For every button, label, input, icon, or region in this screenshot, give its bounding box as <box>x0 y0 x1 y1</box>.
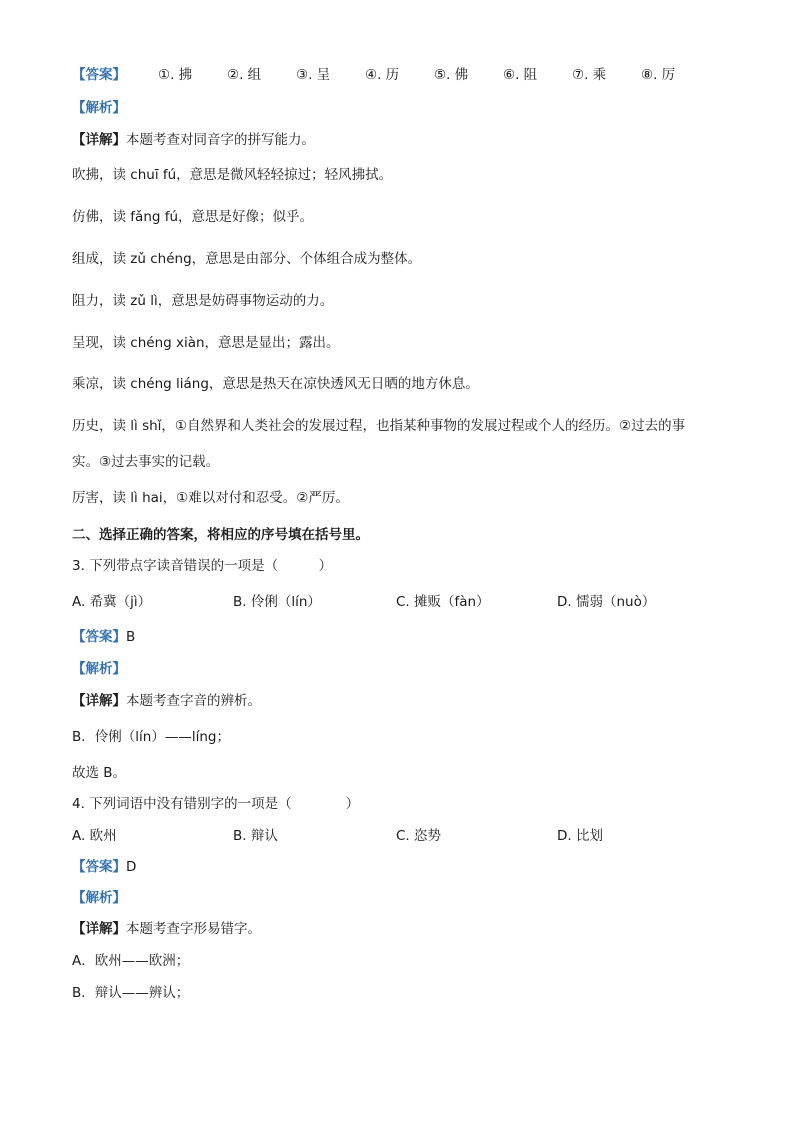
explanation-line: A．欧州——欧洲； <box>72 953 190 969</box>
answer-item: ⑤. 佛 <box>434 67 469 83</box>
option-d: D. 懦弱（nuò） <box>557 594 656 610</box>
explanation-line: 仿佛，读 fǎng fú，意思是好像；似乎。 <box>72 209 314 225</box>
option-a: A. 欧州 <box>72 828 117 844</box>
analysis-tag: 【解析】 <box>72 890 126 906</box>
detail-line <box>72 920 261 938</box>
explanation-line: 厉害，读 lì hai，①难以对付和忍受。②严厉。 <box>72 490 349 506</box>
explanation-line: 乘凉，读 chéng liáng，意思是热天在凉快透风无日晒的地方休息。 <box>72 376 479 392</box>
option-a: A. 希冀（jì） <box>72 594 152 610</box>
detail-text: 本题考查字形易错字。 <box>126 921 261 937</box>
explanation-line: B．辩认——辨认； <box>72 985 190 1001</box>
answer-item: ⑦. 乘 <box>572 67 607 83</box>
option-c: C. 摊贩（fàn） <box>396 594 490 610</box>
answer-item: ⑥. 阻 <box>503 67 538 83</box>
option-d: D. 比划 <box>557 828 603 844</box>
analysis-tag: 【解析】 <box>72 661 126 677</box>
option-b: B. 伶俐（lín） <box>233 594 321 610</box>
explanation-line: 故选 B。 <box>72 765 127 781</box>
explanation-line: 呈现，读 chéng xiàn，意思是显出；露出。 <box>72 335 340 351</box>
explanation-line: 历史，读 lì shǐ，①自然界和人类社会的发展过程，也指某种事物的发展过程或个人的经历。②过去的事 <box>72 418 686 434</box>
answer-line <box>72 628 135 646</box>
detail-tag: 【详解】 <box>72 132 126 148</box>
explanation-line: 实。③过去事实的记载。 <box>72 454 220 470</box>
answer-item: ②. 组 <box>227 67 262 83</box>
detail-tag: 【详解】 <box>72 921 126 937</box>
explanation-line: B．伶俐（lín）——líng； <box>72 729 230 745</box>
answer-item: ④. 历 <box>365 67 400 83</box>
detail-text: 本题考查对同音字的拼写能力。 <box>126 132 315 148</box>
answer-tag: 【答案】 <box>72 859 126 875</box>
question-stem: 3. 下列带点字读音错误的一项是（ ） <box>72 558 333 574</box>
option-b: B. 辩认 <box>233 828 278 844</box>
answer-item: ⑧. 厉 <box>641 67 676 83</box>
detail-line <box>72 131 315 149</box>
answer-line <box>72 858 136 876</box>
answer-item: ③. 呈 <box>296 67 331 83</box>
answer-item: ①. 拂 <box>158 67 193 83</box>
option-c: C. 恣势 <box>396 828 442 844</box>
explanation-line: 组成，读 zǔ chéng，意思是由部分、个体组合成为整体。 <box>72 251 422 267</box>
analysis-tag: 【解析】 <box>72 100 126 116</box>
question-stem: 4. 下列词语中没有错别字的一项是（ ） <box>72 796 360 812</box>
answer-value: D <box>126 859 137 875</box>
explanation-line: 吹拂，读 chuī fú，意思是微风轻轻掠过；轻风拂拭。 <box>72 167 393 183</box>
detail-text: 本题考查字音的辨析。 <box>126 693 261 709</box>
explanation-line: 阻力，读 zǔ lì，意思是妨碍事物运动的力。 <box>72 293 334 309</box>
answer-value: B <box>126 629 136 645</box>
detail-tag: 【详解】 <box>72 693 126 709</box>
answer-tag: 【答案】 <box>72 67 126 83</box>
detail-line <box>72 692 261 710</box>
q2-answer-row <box>72 66 126 84</box>
section-heading: 二、选择正确的答案，将相应的序号填在括号里。 <box>72 527 369 543</box>
answer-tag: 【答案】 <box>72 629 126 645</box>
